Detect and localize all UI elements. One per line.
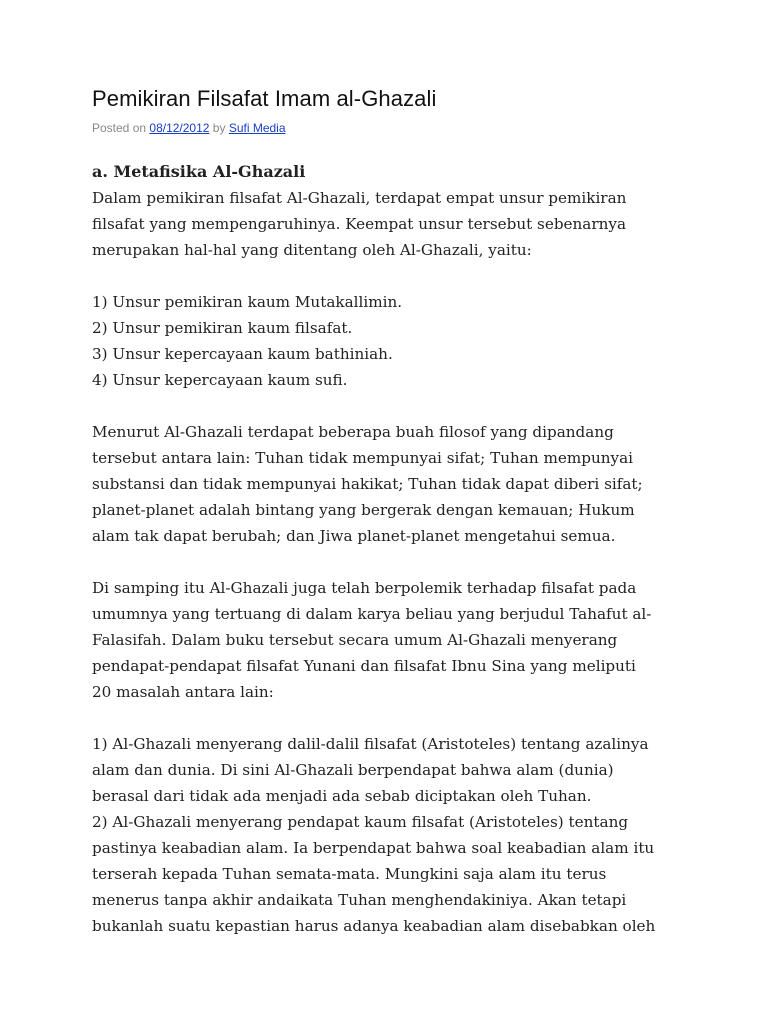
- text-line: tersebut antara lain: Tuhan tidak mempunyai sifat; Tuhan mempunyai: [92, 449, 634, 467]
- text-line: bukanlah suatu kepastian harus adanya keabadian alam disebabkan oleh: [92, 917, 656, 935]
- text-line: 2) Al-Ghazali menyerang pendapat kaum filsafat (Aristoteles) tentang: [92, 813, 629, 831]
- text-line: berasal dari tidak ada menjadi ada sebab diciptakan oleh Tuhan.: [92, 787, 592, 805]
- text-line: 1) Al-Ghazali menyerang dalil-dalil filsafat (Aristoteles) tentang azalinya: [92, 735, 649, 753]
- filosof-paragraph: [92, 419, 682, 549]
- text-line: pastinya keabadian alam. Ia berpendapat bahwa soal keabadian alam itu: [92, 839, 655, 857]
- posted-on-label: Posted on: [92, 121, 147, 135]
- section-heading: a. Metafisika Al-Ghazali: [92, 162, 306, 181]
- list-item: 1) Unsur pemikiran kaum Mutakallimin.: [92, 293, 403, 311]
- text-line: merupakan hal-hal yang ditentang oleh Al-Ghazali, yaitu:: [92, 241, 532, 259]
- text-line: Di samping itu Al-Ghazali juga telah berpolemik terhadap filsafat pada: [92, 579, 637, 597]
- list-item: 3) Unsur kepercayaan kaum bathiniah.: [92, 345, 393, 363]
- post-content: [92, 159, 682, 939]
- text-line: alam dan dunia. Di sini Al-Ghazali berpendapat bahwa alam (dunia): [92, 761, 614, 779]
- text-line: filsafat yang mempengaruhinya. Keempat unsur tersebut sebenarnya: [92, 215, 627, 233]
- text-line: terserah kepada Tuhan semata-mata. Mungkini saja alam itu terus: [92, 865, 607, 883]
- text-line: planet-planet adalah bintang yang bergerak dengan kemauan; Hukum: [92, 501, 635, 519]
- post-date-link[interactable]: 08/12/2012: [149, 121, 210, 135]
- text-line: menerus tanpa akhir andaikata Tuhan menghendakiniya. Akan tetapi: [92, 891, 627, 909]
- paragraph-gap: [92, 393, 682, 419]
- by-label: by: [212, 121, 226, 135]
- article: [92, 84, 682, 939]
- paragraph-gap: [92, 549, 682, 575]
- author-link[interactable]: Sufi Media: [228, 121, 286, 135]
- post-title: Pemikiran Filsafat Imam al-Ghazali: [92, 86, 437, 111]
- intro-paragraph: [92, 185, 682, 263]
- unsur-list: [92, 289, 682, 393]
- text-line: pendapat-pendapat filsafat Yunani dan filsafat Ibnu Sina yang meliputi: [92, 657, 636, 675]
- text-line: 20 masalah antara lain:: [92, 683, 274, 701]
- paragraph-gap: [92, 263, 682, 289]
- masalah-paragraph: [92, 731, 682, 939]
- text-line: Dalam pemikiran filsafat Al-Ghazali, terdapat empat unsur pemikiran: [92, 189, 627, 207]
- text-line: substansi dan tidak mempunyai hakikat; Tuhan tidak dapat diberi sifat;: [92, 475, 643, 493]
- text-line: Falasifah. Dalam buku tersebut secara umum Al-Ghazali menyerang: [92, 631, 618, 649]
- list-item: 2) Unsur pemikiran kaum filsafat.: [92, 319, 353, 337]
- text-line: Menurut Al-Ghazali terdapat beberapa buah filosof yang dipandang: [92, 423, 614, 441]
- polemik-paragraph: [92, 575, 682, 705]
- text-line: alam tak dapat berubah; dan Jiwa planet-planet mengetahui semua.: [92, 527, 616, 545]
- paragraph-gap: [92, 705, 682, 731]
- post-meta: [92, 120, 682, 136]
- text-line: umumnya yang tertuang di dalam karya beliau yang berjudul Tahafut al-: [92, 605, 652, 623]
- list-item: 4) Unsur kepercayaan kaum sufi.: [92, 371, 348, 389]
